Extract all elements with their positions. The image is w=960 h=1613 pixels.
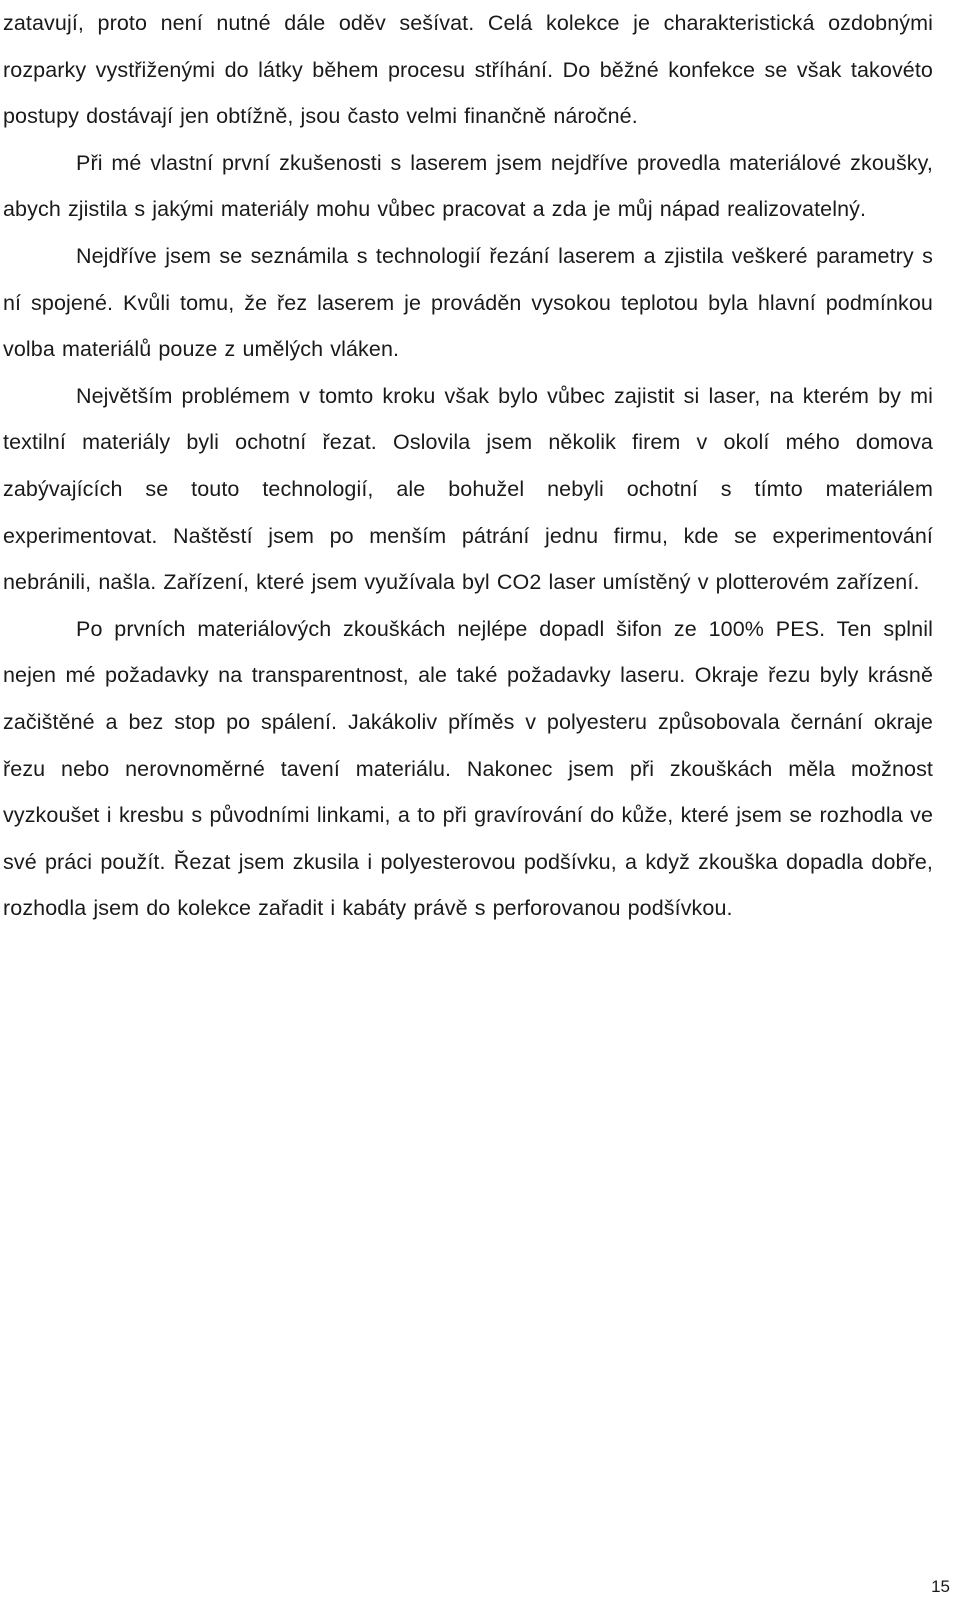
paragraph-finding-laser: Největším problémem v tomto kroku však bylo vůbec zajistit si laser, na kterém by mi textilní materiály byli ochotní řezat. Oslovila jsem několik firem v okolí mého domova zabývajících se touto technologií, ale bohužel nebyli ochotní s tímto materiálem experimentovat. Naštěstí jsem po menším pátrání jednu firmu, kde se experimentování nebránili, našla. Zařízení, které jsem využívala byl CO2 laser umístěný v plotterovém zařízení. bbox=[3, 383, 933, 595]
paragraph-laser-technology: Nejdříve jsem se seznámila s technologií řezání laserem a zjistila veškeré parametry s ní spojené. Kvůli tomu, že řez laserem je prováděn vysokou teplotou byla hlavní podmínkou volba materiálů pouze z umělých vláken. bbox=[3, 243, 933, 362]
paragraph-first-laser-experience: Při mé vlastní první zkušenosti s laserem jsem nejdříve provedla materiálové zkoušky, abych zjistila s jakými materiály mohu vůbec pracovat a zda je můj nápad realizovatelný. bbox=[3, 150, 933, 222]
document-body bbox=[3, 0, 933, 932]
page-number: 15 bbox=[931, 1577, 950, 1596]
paragraph-continuation: zatavují, proto není nutné dále oděv sešívat. Celá kolekce je charakteristická ozdobnými rozparky vystřiženými do látky během procesu stříhání. Do běžné konfekce se však takovéto postupy dostávají jen obtížně, jsou často velmi finančně náročné. bbox=[3, 11, 933, 129]
paragraph-material-tests: Po prvních materiálových zkouškách nejlépe dopadl šifon ze 100% PES. Ten splnil nejen mé požadavky na transparentnost, ale také požadavky laseru. Okraje řezu byly krásně začištěné a bez stop po spálení. Jakákoliv příměs v polyesteru způsobovala černání okraje řezu nebo nerovnoměrné tavení materiálu. Nakonec jsem při zkouškách měla možnost vyzkoušet i kresbu s původními linkami, a to při gravírování do kůže, které jsem se rozhodla ve své práci použít. Řezat jsem zkusila i polyesterovou podšívku, a když zkouška dopadla dobře, rozhodla jsem do kolekce zařadit i kabáty právě s perforovanou podšívkou. bbox=[3, 616, 933, 921]
